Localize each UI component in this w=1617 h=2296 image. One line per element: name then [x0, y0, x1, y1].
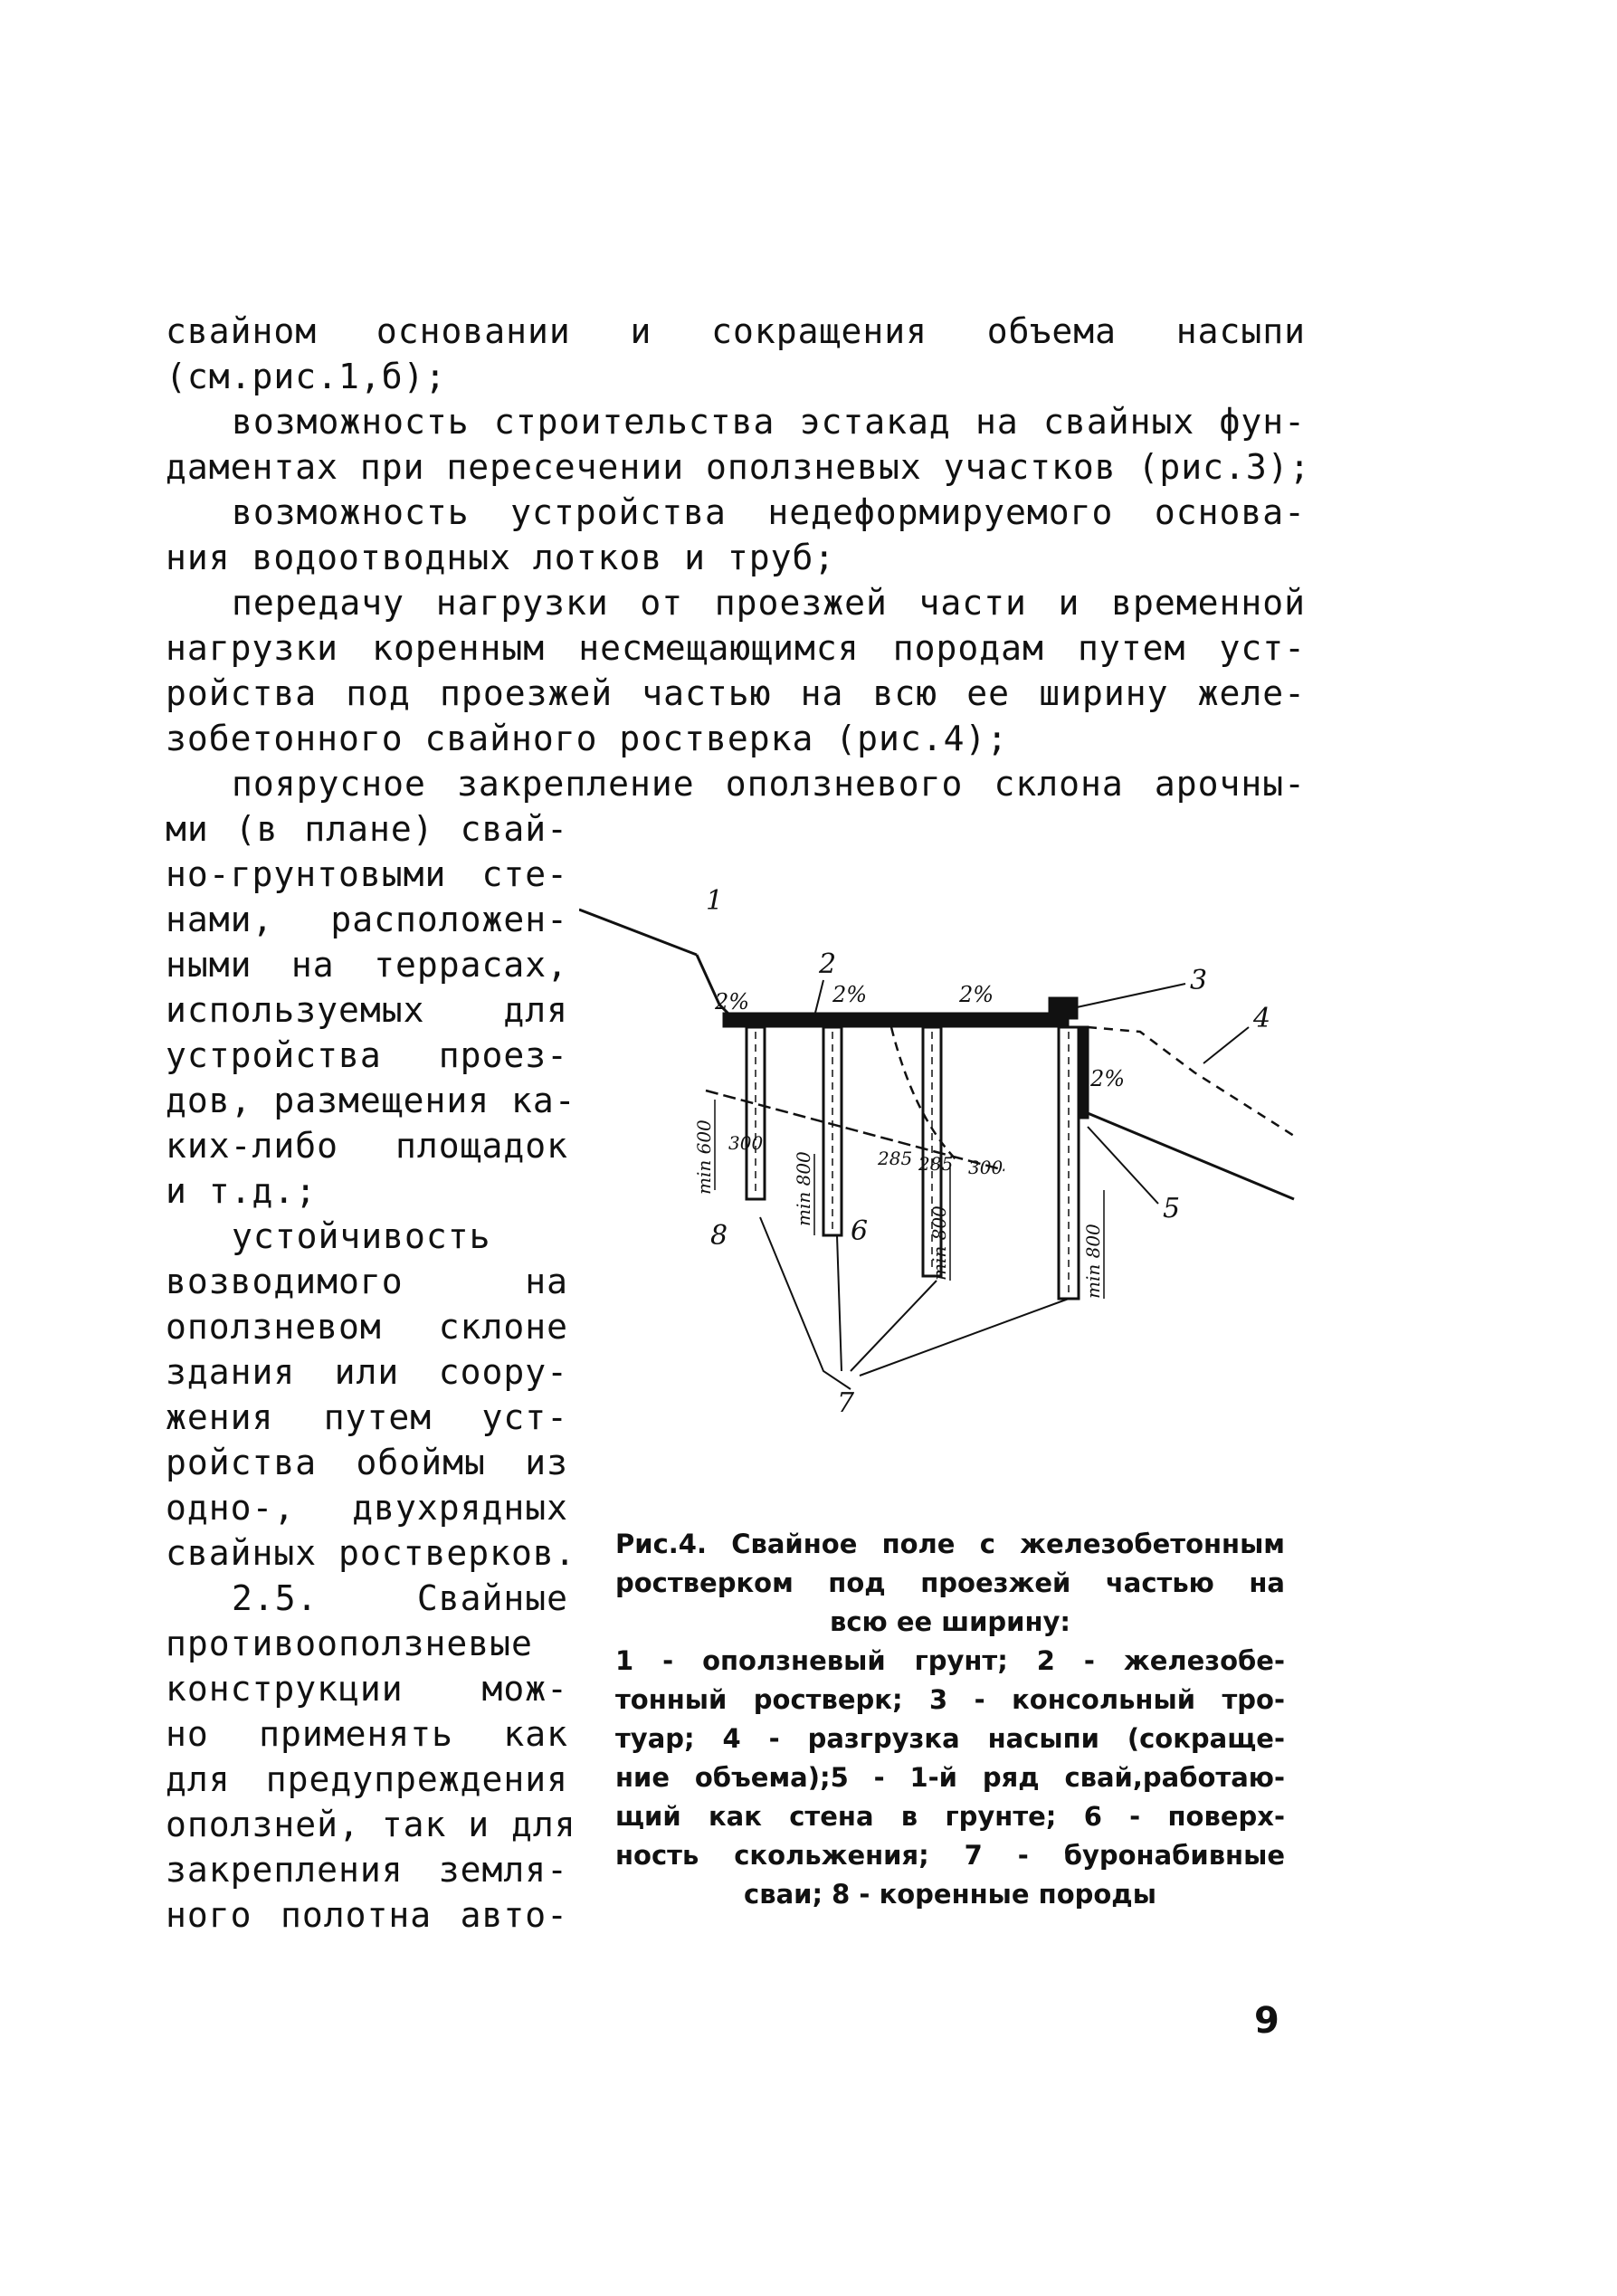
- column-line: ми (в плане) свай-: [166, 809, 568, 849]
- dimension-label: min 800: [1082, 1224, 1104, 1299]
- leader-line: [579, 910, 697, 955]
- caption-line: туар; 4 - разгрузка насыпи (сокраще-: [615, 1723, 1285, 1754]
- dimension-label: 285: [918, 1153, 954, 1175]
- label-4: 4: [1253, 1003, 1271, 1034]
- figure-caption: [615, 1525, 1285, 1914]
- caption-line: всю ее ширину:: [830, 1606, 1070, 1637]
- label-5: 5: [1163, 1193, 1181, 1224]
- leader-line: [851, 1281, 937, 1371]
- caption-line: ность скольжения; 7 - буронабивные: [615, 1840, 1285, 1871]
- label-3: 3: [1190, 965, 1208, 996]
- column-line: дов, размещения ка-: [166, 1081, 576, 1120]
- column-line: возводимого на: [166, 1262, 568, 1301]
- caption-line: ростверком под проезжей частью на: [615, 1567, 1285, 1598]
- column-line: здания или соору-: [166, 1352, 568, 1392]
- body-line: свайном основании и сокращения объема насыпи: [166, 311, 1306, 351]
- pile-field-drawing: [579, 882, 1303, 1425]
- bedrock-boundary: [706, 1091, 1004, 1170]
- slope-label: 2%: [715, 989, 750, 1015]
- leader-line: [1203, 1027, 1249, 1063]
- body-line: ройства под проезжей частью на всю ее ширину желе-: [166, 673, 1306, 713]
- body-line: (см.рис.1,б);: [166, 357, 447, 396]
- dimension-label: 300: [968, 1157, 1003, 1178]
- caption-line: ние объема);5 - 1-й ряд свай,работаю-: [615, 1762, 1285, 1793]
- leader-line: [860, 1299, 1069, 1376]
- column-line: но-грунтовыми сте-: [166, 854, 568, 894]
- caption-line: 1 - оползневый грунт; 2 - железобе-: [615, 1645, 1285, 1676]
- dimension-label: min 800: [793, 1151, 814, 1226]
- column-line: ными на террасах,: [166, 945, 568, 985]
- embankment-line: [1088, 1113, 1294, 1199]
- column-line: устойчивость: [232, 1216, 491, 1256]
- column-line: ких-либо площадок: [166, 1126, 568, 1166]
- body-line: зобетонного свайного ростверка (рис.4);: [166, 719, 1009, 758]
- body-line: поярусное закрепление оползневого склона арочны-: [232, 764, 1306, 804]
- caption-line: щий как стена в грунте; 6 - поверх-: [615, 1801, 1285, 1832]
- slope-label: 2%: [832, 982, 868, 1007]
- column-line: но применять как: [166, 1714, 568, 1754]
- column-line: оползней, так и для: [166, 1805, 576, 1844]
- column-line: противооползневые: [166, 1624, 533, 1663]
- column-line: устройства проез-: [166, 1035, 568, 1075]
- section-heading: 2.5. Свайные: [232, 1578, 568, 1618]
- dimension-label: 285: [878, 1148, 913, 1169]
- column-line: и т.д.;: [166, 1171, 318, 1211]
- caption-line: Рис.4. Свайное поле с железобетонным: [615, 1529, 1285, 1559]
- column-line: ного полотна авто-: [166, 1895, 568, 1935]
- column-line: закрепления земля-: [166, 1850, 568, 1890]
- body-line: возможность строительства эстакад на свайных фун-: [232, 402, 1306, 442]
- body-line: даментах при пересечении оползневых участков (рис.3);: [166, 447, 1311, 487]
- label-8: 8: [710, 1220, 728, 1252]
- page-number: 9: [1254, 2000, 1279, 2042]
- body-line: передачу нагрузки от проезжей части и временной: [232, 583, 1306, 623]
- column-line: одно-, двухрядных: [166, 1488, 568, 1528]
- body-line: возможность устройства недеформируемого основа-: [232, 492, 1306, 532]
- grillage-slab: [724, 1014, 1068, 1026]
- label-2: 2: [819, 948, 837, 980]
- column-line: жения путем уст-: [166, 1397, 568, 1437]
- column-line: для предупреждения: [166, 1759, 568, 1799]
- console-sidewalk: [1050, 998, 1077, 1018]
- column-line: конструкции мож-: [166, 1669, 568, 1709]
- column-line: используемых для: [166, 990, 568, 1030]
- body-line: нагрузки коренным несмещающимся породам путем уст-: [166, 628, 1306, 668]
- leader-line: [837, 1235, 842, 1371]
- label-7: 7: [837, 1387, 855, 1419]
- dimension-label: min 800: [928, 1205, 950, 1281]
- column-line: оползневом склоне: [166, 1307, 568, 1347]
- slope-label: 2%: [959, 982, 994, 1007]
- leader-line: [1077, 984, 1185, 1007]
- dimension-label: 300: [728, 1132, 764, 1154]
- label-6: 6: [851, 1215, 869, 1247]
- column-line: нами, расположен-: [166, 900, 568, 939]
- column-line: свайных ростверков.: [166, 1533, 576, 1573]
- column-line: ройства обоймы из: [166, 1443, 568, 1482]
- label-1: 1: [706, 885, 724, 917]
- slope-label: 2%: [1090, 1066, 1126, 1091]
- caption-line: сваи; 8 - коренные породы: [744, 1879, 1156, 1910]
- dimension-label: min 600: [693, 1119, 715, 1195]
- leader-line: [814, 980, 823, 1016]
- body-line: ния водоотводных лотков и труб;: [166, 538, 836, 577]
- caption-line: тонный ростверк; 3 - консольный тро-: [615, 1684, 1285, 1715]
